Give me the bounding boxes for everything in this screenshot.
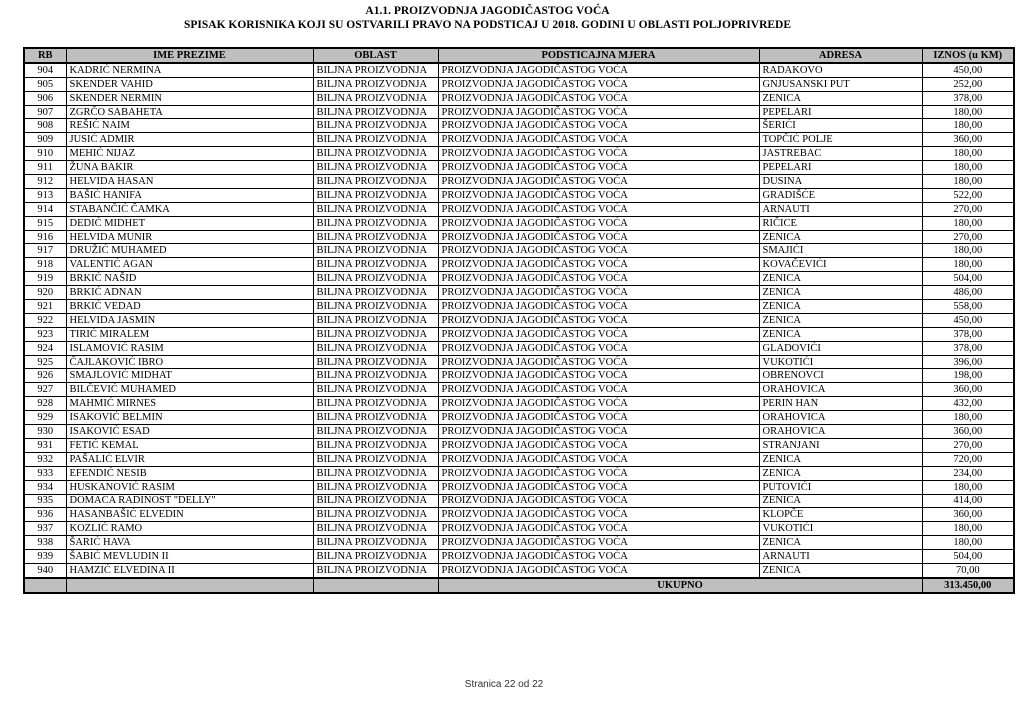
adresa-cell: ZENICA (759, 466, 922, 480)
rb-cell: 910 (24, 147, 66, 161)
rb-cell: 921 (24, 300, 66, 314)
podsticajna-mjera-cell: PROIZVODNJA JAGODIČASTOG VOĆA (438, 216, 759, 230)
adresa-cell: ORAHOVICA (759, 383, 922, 397)
ime-prezime-cell: HELVIDA HASAN (66, 175, 313, 189)
oblast-cell: BILJNA PROIZVODNJA (313, 438, 438, 452)
iznos-cell: 180,00 (922, 480, 1014, 494)
adresa-cell: TOPČIĆ POLJE (759, 133, 922, 147)
adresa-cell: OBRENOVCI (759, 369, 922, 383)
iznos-cell: 360,00 (922, 133, 1014, 147)
rb-cell: 916 (24, 230, 66, 244)
table-row (24, 397, 1014, 411)
adresa-cell: PEPELARI (759, 105, 922, 119)
ime-prezime-cell: ISLAMOVIĆ RASIM (66, 341, 313, 355)
ime-prezime-cell: TIRIĆ MIRALEM (66, 327, 313, 341)
podsticajna-mjera-cell: PROIZVODNJA JAGODIČASTOG VOĆA (438, 550, 759, 564)
podsticajna-mjera-cell: PROIZVODNJA JAGODIČASTOG VOĆA (438, 508, 759, 522)
podsticajna-mjera-cell: PROIZVODNJA JAGODIČASTOG VOĆA (438, 161, 759, 175)
adresa-cell: ORAHOVICA (759, 411, 922, 425)
adresa-cell: PUTOVIĆI (759, 480, 922, 494)
table-row (24, 494, 1014, 508)
iznos-cell: 180,00 (922, 105, 1014, 119)
table-row (24, 327, 1014, 341)
ime-prezime-cell: HAMZIĆ ELVEDINA II (66, 563, 313, 577)
podsticajna-mjera-cell: PROIZVODNJA JAGODIČASTOG VOĆA (438, 258, 759, 272)
column-header-adresa: ADRESA (759, 48, 922, 63)
ime-prezime-cell: PAŠALIĆ ELVIR (66, 452, 313, 466)
podsticajna-mjera-cell: PROIZVODNJA JAGODIČASTOG VOĆA (438, 119, 759, 133)
iznos-cell: 450,00 (922, 63, 1014, 77)
adresa-cell: STRANJANI (759, 438, 922, 452)
oblast-cell: BILJNA PROIZVODNJA (313, 188, 438, 202)
iznos-cell: 504,00 (922, 550, 1014, 564)
iznos-cell: 396,00 (922, 355, 1014, 369)
ime-prezime-cell: JUSIĆ ADMIR (66, 133, 313, 147)
table-row (24, 216, 1014, 230)
table-row (24, 480, 1014, 494)
oblast-cell: BILJNA PROIZVODNJA (313, 466, 438, 480)
rb-cell: 930 (24, 425, 66, 439)
oblast-cell: BILJNA PROIZVODNJA (313, 133, 438, 147)
adresa-cell: ZENICA (759, 327, 922, 341)
rb-cell: 905 (24, 77, 66, 91)
table-row (24, 411, 1014, 425)
oblast-cell: BILJNA PROIZVODNJA (313, 286, 438, 300)
rb-cell: 918 (24, 258, 66, 272)
podsticajna-mjera-cell: PROIZVODNJA JAGODIČASTOG VOĆA (438, 63, 759, 77)
podsticajna-mjera-cell: PROIZVODNJA JAGODIČASTOG VOĆA (438, 397, 759, 411)
ime-prezime-cell: ŠABIĆ MEVLUDIN II (66, 550, 313, 564)
adresa-cell: VUKOTIĆI (759, 522, 922, 536)
ime-prezime-cell: BRKIĆ ADNAN (66, 286, 313, 300)
adresa-cell: PEPELARI (759, 161, 922, 175)
iznos-cell: 378,00 (922, 91, 1014, 105)
table-row (24, 133, 1014, 147)
ime-prezime-cell: EFENDIĆ NESIB (66, 466, 313, 480)
rb-cell: 912 (24, 175, 66, 189)
rb-cell: 937 (24, 522, 66, 536)
podsticajna-mjera-cell: PROIZVODNJA JAGODIČASTOG VOĆA (438, 105, 759, 119)
adresa-cell: ZENICA (759, 494, 922, 508)
oblast-cell: BILJNA PROIZVODNJA (313, 383, 438, 397)
table-row (24, 369, 1014, 383)
adresa-cell: ZENICA (759, 91, 922, 105)
iznos-cell: 270,00 (922, 202, 1014, 216)
oblast-cell: BILJNA PROIZVODNJA (313, 480, 438, 494)
table-row (24, 105, 1014, 119)
total-value: 313.450,00 (922, 578, 1014, 593)
table-row (24, 452, 1014, 466)
iznos-cell: 270,00 (922, 438, 1014, 452)
iznos-cell: 432,00 (922, 397, 1014, 411)
ime-prezime-cell: DRUŽIĆ MUHAMED (66, 244, 313, 258)
oblast-cell: BILJNA PROIZVODNJA (313, 563, 438, 577)
ime-prezime-cell: BAŠIĆ HANIFA (66, 188, 313, 202)
table-row (24, 508, 1014, 522)
table-row (24, 536, 1014, 550)
adresa-cell: GLADOVIĆI (759, 341, 922, 355)
oblast-cell: BILJNA PROIZVODNJA (313, 522, 438, 536)
rb-cell: 924 (24, 341, 66, 355)
oblast-cell: BILJNA PROIZVODNJA (313, 272, 438, 286)
table-row (24, 230, 1014, 244)
table-row (24, 466, 1014, 480)
rb-cell: 908 (24, 119, 66, 133)
ime-prezime-cell: BILČEVIĆ MUHAMED (66, 383, 313, 397)
adresa-cell: ZENICA (759, 536, 922, 550)
document-subtitle: SPISAK KORISNIKA KOJI SU OSTVARILI PRAVO NA PODSTICAJ U 2018. GODINI U OBLASTI POLJOPRIVREDE (183, 19, 792, 31)
iznos-cell: 504,00 (922, 272, 1014, 286)
podsticajna-mjera-cell: PROIZVODNJA JAGODIČASTOG VOĆA (438, 175, 759, 189)
oblast-cell: BILJNA PROIZVODNJA (313, 258, 438, 272)
oblast-cell: BILJNA PROIZVODNJA (313, 202, 438, 216)
total-label: UKUPNO (438, 578, 922, 593)
rb-cell: 926 (24, 369, 66, 383)
iznos-cell: 414,00 (922, 494, 1014, 508)
table-row (24, 258, 1014, 272)
ime-prezime-cell: MAHMIĆ MIRNES (66, 397, 313, 411)
rb-cell: 925 (24, 355, 66, 369)
adresa-cell: ARNAUTI (759, 202, 922, 216)
table-row (24, 438, 1014, 452)
rb-cell: 928 (24, 397, 66, 411)
adresa-cell: RIČICE (759, 216, 922, 230)
adresa-cell: VUKOTIĆI (759, 355, 922, 369)
table-row (24, 383, 1014, 397)
ime-prezime-cell: HASANBAŠIĆ ELVEDIN (66, 508, 313, 522)
oblast-cell: BILJNA PROIZVODNJA (313, 425, 438, 439)
ime-prezime-cell: DOMAĆA RADINOST "DELLY" (66, 494, 313, 508)
oblast-cell: BILJNA PROIZVODNJA (313, 300, 438, 314)
oblast-cell: BILJNA PROIZVODNJA (313, 411, 438, 425)
iznos-cell: 558,00 (922, 300, 1014, 314)
adresa-cell: JASTREBAC (759, 147, 922, 161)
table-row (24, 550, 1014, 564)
rb-cell: 938 (24, 536, 66, 550)
iznos-cell: 180,00 (922, 161, 1014, 175)
oblast-cell: BILJNA PROIZVODNJA (313, 161, 438, 175)
adresa-cell: KOVAČEVIĆI (759, 258, 922, 272)
podsticajna-mjera-cell: PROIZVODNJA JAGODIČASTOG VOĆA (438, 480, 759, 494)
document-title-block (0, 4, 975, 32)
podsticajna-mjera-cell: PROIZVODNJA JAGODIČASTOG VOĆA (438, 147, 759, 161)
podsticajna-mjera-cell: PROIZVODNJA JAGODIČASTOG VOĆA (438, 452, 759, 466)
adresa-cell: ZENICA (759, 452, 922, 466)
rb-cell: 939 (24, 550, 66, 564)
rb-cell: 913 (24, 188, 66, 202)
iznos-cell: 180,00 (922, 147, 1014, 161)
adresa-cell: ZENICA (759, 230, 922, 244)
iznos-cell: 180,00 (922, 522, 1014, 536)
podsticajna-mjera-cell: PROIZVODNJA JAGODIČASTOG VOĆA (438, 286, 759, 300)
rb-cell: 922 (24, 313, 66, 327)
podsticajna-mjera-cell: PROIZVODNJA JAGODIČASTOG VOĆA (438, 188, 759, 202)
iznos-cell: 198,00 (922, 369, 1014, 383)
table-row (24, 161, 1014, 175)
table-row (24, 244, 1014, 258)
podsticajna-mjera-cell: PROIZVODNJA JAGODIČASTOG VOĆA (438, 313, 759, 327)
table-header-row (24, 48, 1014, 63)
rb-cell: 919 (24, 272, 66, 286)
table-row (24, 63, 1014, 77)
beneficiaries-table (23, 47, 1015, 594)
oblast-cell: BILJNA PROIZVODNJA (313, 327, 438, 341)
oblast-cell: BILJNA PROIZVODNJA (313, 91, 438, 105)
rb-cell: 920 (24, 286, 66, 300)
podsticajna-mjera-cell: PROIZVODNJA JAGODIČASTOG VOĆA (438, 77, 759, 91)
iznos-cell: 486,00 (922, 286, 1014, 300)
rb-cell: 907 (24, 105, 66, 119)
oblast-cell: BILJNA PROIZVODNJA (313, 77, 438, 91)
podsticajna-mjera-cell: PROIZVODNJA JAGODIČASTOG VOĆA (438, 522, 759, 536)
adresa-cell: ORAHOVICA (759, 425, 922, 439)
ime-prezime-cell: HELVIDA JASMIN (66, 313, 313, 327)
iznos-cell: 270,00 (922, 230, 1014, 244)
oblast-cell: BILJNA PROIZVODNJA (313, 119, 438, 133)
table-row (24, 188, 1014, 202)
podsticajna-mjera-cell: PROIZVODNJA JAGODIČASTOG VOĆA (438, 355, 759, 369)
iznos-cell: 522,00 (922, 188, 1014, 202)
rb-cell: 917 (24, 244, 66, 258)
iznos-cell: 450,00 (922, 313, 1014, 327)
rb-cell: 909 (24, 133, 66, 147)
podsticajna-mjera-cell: PROIZVODNJA JAGODIČASTOG VOĆA (438, 133, 759, 147)
oblast-cell: BILJNA PROIZVODNJA (313, 63, 438, 77)
rb-cell: 940 (24, 563, 66, 577)
iznos-cell: 360,00 (922, 383, 1014, 397)
ime-prezime-cell: REŠIĆ NAIM (66, 119, 313, 133)
podsticajna-mjera-cell: PROIZVODNJA JAGODIČASTOG VOĆA (438, 341, 759, 355)
table-row (24, 175, 1014, 189)
table-row (24, 147, 1014, 161)
rb-cell: 904 (24, 63, 66, 77)
adresa-cell: ARNAUTI (759, 550, 922, 564)
ime-prezime-cell: MEHIĆ NIJAZ (66, 147, 313, 161)
oblast-cell: BILJNA PROIZVODNJA (313, 313, 438, 327)
adresa-cell: ZENICA (759, 313, 922, 327)
ime-prezime-cell: DEDIĆ MIDHET (66, 216, 313, 230)
iznos-cell: 180,00 (922, 119, 1014, 133)
ime-prezime-cell: SMAJLOVIĆ MIDHAT (66, 369, 313, 383)
ime-prezime-cell: BRKIĆ VEDAD (66, 300, 313, 314)
iznos-cell: 180,00 (922, 536, 1014, 550)
iznos-cell: 378,00 (922, 341, 1014, 355)
oblast-cell: BILJNA PROIZVODNJA (313, 397, 438, 411)
podsticajna-mjera-cell: PROIZVODNJA JAGODIČASTOG VOĆA (438, 369, 759, 383)
oblast-cell: BILJNA PROIZVODNJA (313, 355, 438, 369)
podsticajna-mjera-cell: PROIZVODNJA JAGODIČASTOG VOĆA (438, 411, 759, 425)
total-empty-rb-cell (24, 578, 66, 593)
ime-prezime-cell: HELVIDA MUNIR (66, 230, 313, 244)
ime-prezime-cell: ISAKOVIĆ ESAD (66, 425, 313, 439)
column-header-oblast: OBLAST (313, 48, 438, 63)
adresa-cell: KLOPČE (759, 508, 922, 522)
oblast-cell: BILJNA PROIZVODNJA (313, 216, 438, 230)
total-empty-oblast-cell (313, 578, 438, 593)
adresa-cell: SMAJIĆI (759, 244, 922, 258)
adresa-cell: DUSINA (759, 175, 922, 189)
adresa-cell: ZENICA (759, 286, 922, 300)
table-body (24, 63, 1014, 578)
ime-prezime-cell: SKENDER NERMIN (66, 91, 313, 105)
table-row (24, 77, 1014, 91)
podsticajna-mjera-cell: PROIZVODNJA JAGODIČASTOG VOĆA (438, 438, 759, 452)
iznos-cell: 360,00 (922, 508, 1014, 522)
podsticajna-mjera-cell: PROIZVODNJA JAGODIČASTOG VOĆA (438, 466, 759, 480)
podsticajna-mjera-cell: PROIZVODNJA JAGODIČASTOG VOĆA (438, 202, 759, 216)
oblast-cell: BILJNA PROIZVODNJA (313, 230, 438, 244)
adresa-cell: ZENICA (759, 272, 922, 286)
rb-cell: 906 (24, 91, 66, 105)
iznos-cell: 180,00 (922, 175, 1014, 189)
podsticajna-mjera-cell: PROIZVODNJA JAGODIČASTOG VOĆA (438, 272, 759, 286)
iznos-cell: 180,00 (922, 411, 1014, 425)
iznos-cell: 378,00 (922, 327, 1014, 341)
ime-prezime-cell: SKENDER VAHID (66, 77, 313, 91)
iznos-cell: 180,00 (922, 244, 1014, 258)
oblast-cell: BILJNA PROIZVODNJA (313, 175, 438, 189)
ime-prezime-cell: ZGRČO SABAHETA (66, 105, 313, 119)
page-number: Stranica 22 od 22 (464, 679, 544, 690)
rb-cell: 932 (24, 452, 66, 466)
oblast-cell: BILJNA PROIZVODNJA (313, 494, 438, 508)
column-header-rb: RB (24, 48, 66, 63)
ime-prezime-cell: STABANČIĆ ČAMKA (66, 202, 313, 216)
table-row (24, 91, 1014, 105)
podsticajna-mjera-cell: PROIZVODNJA JAGODIČASTOG VOĆA (438, 563, 759, 577)
oblast-cell: BILJNA PROIZVODNJA (313, 452, 438, 466)
podsticajna-mjera-cell: PROIZVODNJA JAGODIČASTOG VOĆA (438, 383, 759, 397)
oblast-cell: BILJNA PROIZVODNJA (313, 147, 438, 161)
column-header-iznos: IZNOS (u KM) (922, 48, 1014, 63)
iznos-cell: 234,00 (922, 466, 1014, 480)
table-row (24, 425, 1014, 439)
rb-cell: 935 (24, 494, 66, 508)
iznos-cell: 70,00 (922, 563, 1014, 577)
rb-cell: 915 (24, 216, 66, 230)
rb-cell: 936 (24, 508, 66, 522)
ime-prezime-cell: ISAKOVIĆ BELMIN (66, 411, 313, 425)
adresa-cell: ZENICA (759, 300, 922, 314)
ime-prezime-cell: ČAJLAKOVIĆ IBRO (66, 355, 313, 369)
ime-prezime-cell: BRKIĆ NAŠID (66, 272, 313, 286)
table-row (24, 300, 1014, 314)
iznos-cell: 180,00 (922, 216, 1014, 230)
podsticajna-mjera-cell: PROIZVODNJA JAGODIČASTOG VOĆA (438, 244, 759, 258)
podsticajna-mjera-cell: PROIZVODNJA JAGODIČASTOG VOĆA (438, 300, 759, 314)
ime-prezime-cell: KADRIĆ NERMINA (66, 63, 313, 77)
podsticajna-mjera-cell: PROIZVODNJA JAGODIČASTOG VOĆA (438, 230, 759, 244)
rb-cell: 929 (24, 411, 66, 425)
iznos-cell: 252,00 (922, 77, 1014, 91)
ime-prezime-cell: VALENTIĆ AGAN (66, 258, 313, 272)
oblast-cell: BILJNA PROIZVODNJA (313, 244, 438, 258)
table-row (24, 119, 1014, 133)
ime-prezime-cell: FETIĆ KEMAL (66, 438, 313, 452)
ime-prezime-cell: KOZLIĆ RAMO (66, 522, 313, 536)
table-row (24, 522, 1014, 536)
iznos-cell: 720,00 (922, 452, 1014, 466)
column-header-ime-prezime: IME PREZIME (66, 48, 313, 63)
oblast-cell: BILJNA PROIZVODNJA (313, 369, 438, 383)
ime-prezime-cell: HUSKANOVIĆ RASIM (66, 480, 313, 494)
table-row (24, 202, 1014, 216)
ime-prezime-cell: ŽUNA BAKIR (66, 161, 313, 175)
table-row (24, 272, 1014, 286)
adresa-cell: ŠERIĆI (759, 119, 922, 133)
oblast-cell: BILJNA PROIZVODNJA (313, 550, 438, 564)
column-header-podsticajna-mjera: PODSTICAJNA MJERA (438, 48, 759, 63)
rb-cell: 911 (24, 161, 66, 175)
total-empty-name-cell (66, 578, 313, 593)
total-row (24, 578, 1014, 593)
rb-cell: 934 (24, 480, 66, 494)
table-row (24, 563, 1014, 577)
oblast-cell: BILJNA PROIZVODNJA (313, 105, 438, 119)
oblast-cell: BILJNA PROIZVODNJA (313, 341, 438, 355)
table-row (24, 355, 1014, 369)
rb-cell: 933 (24, 466, 66, 480)
oblast-cell: BILJNA PROIZVODNJA (313, 508, 438, 522)
adresa-cell: GNJUSANSKI PUT (759, 77, 922, 91)
podsticajna-mjera-cell: PROIZVODNJA JAGODIČASTOG VOĆA (438, 425, 759, 439)
adresa-cell: RADAKOVO (759, 63, 922, 77)
podsticajna-mjera-cell: PROIZVODNJA JAGODIČASTOG VOĆA (438, 536, 759, 550)
podsticajna-mjera-cell: PROIZVODNJA JAGODIČASTOG VOĆA (438, 327, 759, 341)
rb-cell: 931 (24, 438, 66, 452)
adresa-cell: PERIN HAN (759, 397, 922, 411)
podsticajna-mjera-cell: PROIZVODNJA JAGODIČASTOG VOĆA (438, 91, 759, 105)
rb-cell: 923 (24, 327, 66, 341)
podsticajna-mjera-cell: PROIZVODNJA JAGODIČASTOG VOĆA (438, 494, 759, 508)
iznos-cell: 360,00 (922, 425, 1014, 439)
table-row (24, 341, 1014, 355)
rb-cell: 927 (24, 383, 66, 397)
oblast-cell: BILJNA PROIZVODNJA (313, 536, 438, 550)
table-row (24, 286, 1014, 300)
table-row (24, 313, 1014, 327)
adresa-cell: ZENICA (759, 563, 922, 577)
document-title: A1.1. PROIZVODNJA JAGODIČASTOG VOĆA (365, 5, 610, 17)
iznos-cell: 180,00 (922, 258, 1014, 272)
rb-cell: 914 (24, 202, 66, 216)
ime-prezime-cell: ŠARIĆ HAVA (66, 536, 313, 550)
adresa-cell: GRADIŠĆE (759, 188, 922, 202)
